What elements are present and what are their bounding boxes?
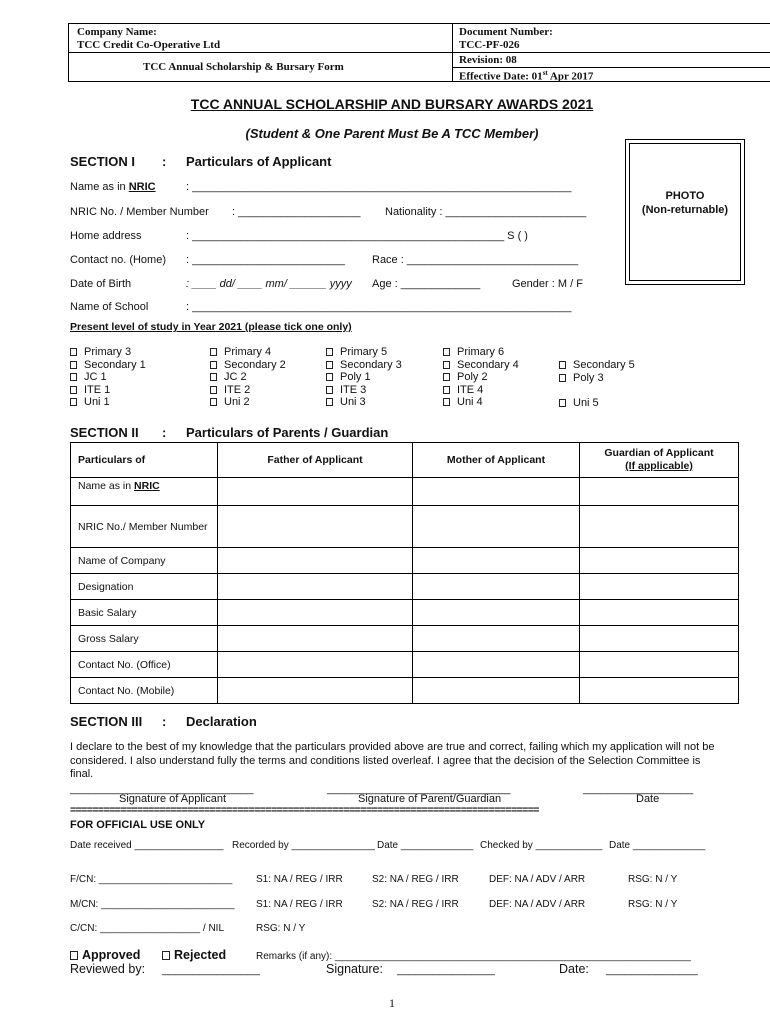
separator-line: ==================================================================================== — [70, 804, 539, 816]
level-option[interactable]: Uni 3 — [326, 396, 402, 409]
date-label: Date — [636, 793, 660, 805]
declaration-text: I declare to the best of my knowledge that the particulars provided above are true and correct, failing which my application will not be considered. I also understand fully the terms and conditions listed overleaf. I agree that the decision of the Selection Committee is final. — [70, 741, 715, 780]
guardian-cell[interactable] — [580, 478, 739, 506]
checkbox-icon[interactable] — [70, 398, 77, 406]
official-date-label: Date: — [559, 962, 589, 976]
contact-field[interactable]: : _________________________ — [186, 254, 346, 266]
checkbox-icon[interactable] — [326, 386, 333, 394]
checkbox-icon[interactable] — [70, 373, 77, 381]
mcn-rsg: RSG: N / Y — [628, 899, 678, 910]
page-title: TCC ANNUAL SCHOLARSHIP AND BURSARY AWARDS 2021 — [190, 96, 594, 112]
checked-date-field[interactable]: Date _____________ — [609, 840, 706, 851]
level-instruction: Present level of study in Year 2021 (please tick one only) — [70, 321, 352, 333]
checkbox-icon[interactable] — [443, 348, 450, 356]
level-option[interactable]: Uni 2 — [210, 396, 286, 409]
level-option[interactable]: ITE 2 — [210, 384, 286, 397]
nric-label: NRIC No. / Member Number — [70, 206, 209, 218]
signature-line[interactable]: ________________ — [397, 964, 495, 976]
section1-title: Particulars of Applicant — [186, 154, 332, 169]
father-cell[interactable] — [218, 506, 413, 548]
level-option[interactable]: Poly 2 — [443, 371, 519, 384]
guardian-cell[interactable] — [580, 506, 739, 548]
mcn-def: DEF: NA / ADV / ARR — [489, 899, 586, 910]
level-option[interactable]: Secondary 5 — [559, 359, 635, 372]
checkbox-icon[interactable] — [210, 373, 217, 381]
mcn-field[interactable]: M/CN: ________________________ — [70, 899, 235, 910]
checkbox-icon[interactable] — [210, 361, 217, 369]
level-column-1 — [70, 346, 146, 409]
section3-heading: SECTION III — [70, 714, 143, 729]
level-option[interactable]: Uni 1 — [70, 396, 146, 409]
mother-cell[interactable] — [413, 478, 580, 506]
official-date-line[interactable]: _______________ — [606, 964, 698, 976]
level-column-4 — [443, 346, 519, 409]
table-row — [71, 678, 739, 704]
address-label: Home address — [70, 230, 142, 242]
signature-label: Signature: — [326, 962, 383, 976]
row-label: Gross Salary — [71, 626, 218, 652]
table-row — [71, 600, 739, 626]
checked-by-field[interactable]: Checked by ____________ — [480, 840, 603, 851]
level-option[interactable]: Secondary 2 — [210, 359, 286, 372]
checkbox-icon[interactable] — [210, 348, 217, 356]
checkbox-icon[interactable] — [162, 951, 170, 960]
checkbox-icon[interactable] — [326, 348, 333, 356]
mother-cell[interactable] — [413, 574, 580, 600]
level-option[interactable]: Secondary 1 — [70, 359, 146, 372]
page-number: 1 — [389, 996, 395, 1010]
checkbox-icon[interactable] — [326, 373, 333, 381]
table-row — [71, 574, 739, 600]
race-field[interactable]: Race : ____________________________ — [372, 254, 579, 266]
fcn-s1: S1: NA / REG / IRR — [256, 874, 343, 885]
page-subtitle: (Student & One Parent Must Be A TCC Member) — [245, 126, 539, 141]
level-option[interactable]: Primary 4 — [210, 346, 286, 359]
contact-label: Contact no. (Home) — [70, 254, 166, 266]
effective-date: Effective Date: 01st Apr 2017 — [459, 69, 594, 83]
fcn-s2: S2: NA / REG / IRR — [372, 874, 459, 885]
col-father: Father of Applicant — [218, 443, 413, 478]
mother-cell[interactable] — [413, 600, 580, 626]
level-option[interactable]: JC 1 — [70, 371, 146, 384]
dob-label: Date of Birth — [70, 278, 132, 290]
nric-field[interactable]: : ____________________ — [232, 206, 361, 218]
checkbox-icon[interactable] — [70, 951, 78, 960]
table-row — [71, 652, 739, 678]
company-name-value: TCC Credit Co-Operative Ltd — [77, 39, 221, 51]
parent-signature-label: Signature of Parent/Guardian — [358, 793, 502, 805]
mother-cell[interactable] — [413, 678, 580, 704]
checkbox-icon[interactable] — [70, 348, 77, 356]
row-label: Basic Salary — [71, 600, 218, 626]
col-guardian: Guardian of Applicant (If applicable) — [580, 443, 739, 478]
recorded-date-field[interactable]: Date _____________ — [377, 840, 474, 851]
section3-title: Declaration — [186, 714, 257, 729]
revision-number: Revision: 08 — [459, 54, 517, 66]
section3-colon: : — [162, 714, 167, 729]
table-header-row — [71, 443, 739, 478]
dob-field[interactable]: : ____ dd/ ____ mm/ ______ yyyy — [186, 278, 352, 290]
header-rule-right-2 — [452, 67, 770, 68]
date-received-field[interactable]: Date received ________________ — [70, 840, 224, 851]
table-row — [71, 548, 739, 574]
age-field[interactable]: Age : _____________ — [372, 278, 481, 290]
ccn-field[interactable]: C/CN: __________________ / NIL — [70, 923, 225, 934]
mother-cell[interactable] — [413, 548, 580, 574]
level-option[interactable]: Secondary 3 — [326, 359, 402, 372]
father-cell[interactable] — [218, 478, 413, 506]
level-option[interactable]: Poly 1 — [326, 371, 402, 384]
father-cell[interactable] — [218, 626, 413, 652]
name-label: Name as in NRIC — [70, 181, 156, 193]
school-field[interactable]: : ______________________________________________________________ — [186, 301, 572, 313]
level-column-2 — [210, 346, 286, 409]
reviewed-by-line[interactable]: ________________ — [162, 964, 260, 976]
photo-box[interactable] — [625, 139, 745, 285]
level-option[interactable]: Uni 4 — [443, 396, 519, 409]
level-option[interactable]: JC 2 — [210, 371, 286, 384]
checkbox-icon[interactable] — [210, 398, 217, 406]
doc-number-value: TCC-PF-026 — [459, 39, 520, 51]
doc-number-label: Document Number: — [459, 26, 553, 38]
table-row — [71, 478, 739, 506]
school-label: Name of School — [70, 301, 149, 313]
fcn-rsg: RSG: N / Y — [628, 874, 678, 885]
level-option[interactable]: Poly 3 — [559, 372, 635, 385]
header-rule-right-1 — [452, 52, 770, 53]
col-particulars: Particulars of — [71, 443, 218, 478]
row-label: Contact No. (Office) — [71, 652, 218, 678]
level-option[interactable]: Secondary 4 — [443, 359, 519, 372]
applicant-signature-label: Signature of Applicant — [119, 793, 227, 805]
photo-note: (Non-returnable) — [641, 204, 729, 216]
level-column-5 — [559, 359, 635, 384]
checkbox-icon[interactable] — [559, 361, 566, 369]
level-option[interactable]: ITE 3 — [326, 384, 402, 397]
row-label: Name of Company — [71, 548, 218, 574]
guardian-cell[interactable] — [580, 652, 739, 678]
father-cell[interactable] — [218, 548, 413, 574]
mcn-s1: S1: NA / REG / IRR — [256, 899, 343, 910]
section2-heading: SECTION II — [70, 425, 139, 440]
section2-colon: : — [162, 425, 167, 440]
section1-heading: SECTION I — [70, 154, 136, 169]
recorded-by-field[interactable]: Recorded by _______________ — [232, 840, 375, 851]
guardian-cell[interactable] — [580, 678, 739, 704]
checkbox-icon[interactable] — [70, 386, 77, 394]
checkbox-icon[interactable] — [443, 398, 450, 406]
level-option[interactable]: ITE 4 — [443, 384, 519, 397]
level-option[interactable]: ITE 1 — [70, 384, 146, 397]
rejected-option[interactable]: Rejected — [162, 948, 226, 962]
photo-label: PHOTO — [665, 190, 705, 202]
checkbox-icon[interactable] — [326, 398, 333, 406]
approved-option[interactable]: Approved — [70, 948, 140, 962]
row-label: Name as in NRIC — [71, 478, 218, 506]
date-signature-line[interactable]: __________________ — [583, 783, 694, 795]
level-option[interactable]: Primary 6 — [443, 346, 519, 359]
remarks-field[interactable]: Remarks (if any): ________________________________________________________________ — [256, 951, 691, 962]
checkbox-icon[interactable] — [443, 373, 450, 381]
mother-cell[interactable] — [413, 506, 580, 548]
address-field[interactable]: : ___________________________________________________ S ( ) — [186, 230, 528, 242]
level-option[interactable]: Primary 3 — [70, 346, 146, 359]
mcn-s2: S2: NA / REG / IRR — [372, 899, 459, 910]
checkbox-icon[interactable] — [559, 399, 566, 407]
father-cell[interactable] — [218, 652, 413, 678]
table-row — [71, 626, 739, 652]
nationality-field[interactable]: Nationality : _______________________ — [385, 206, 587, 218]
parent-signature-line[interactable]: ______________________________ — [327, 783, 511, 795]
applicant-signature-line[interactable]: ______________________________ — [70, 783, 254, 795]
mother-cell[interactable] — [413, 626, 580, 652]
parents-table — [70, 442, 739, 704]
ccn-rsg: RSG: N / Y — [256, 923, 306, 934]
father-cell[interactable] — [218, 574, 413, 600]
guardian-cell[interactable] — [580, 548, 739, 574]
document-header-table — [68, 23, 770, 82]
father-cell[interactable] — [218, 600, 413, 626]
level-option[interactable]: Primary 5 — [326, 346, 402, 359]
header-rule-left — [69, 52, 452, 53]
checkbox-icon[interactable] — [326, 361, 333, 369]
checkbox-icon[interactable] — [443, 386, 450, 394]
checkbox-icon[interactable] — [559, 374, 566, 382]
guardian-cell[interactable] — [580, 600, 739, 626]
father-cell[interactable] — [218, 678, 413, 704]
checkbox-icon[interactable] — [443, 361, 450, 369]
name-field[interactable]: : ______________________________________________________________ — [186, 181, 572, 193]
fcn-field[interactable]: F/CN: ________________________ — [70, 874, 233, 885]
gender-field[interactable]: Gender : M / F — [512, 278, 583, 290]
section2-title: Particulars of Parents / Guardian — [186, 425, 389, 440]
guardian-cell[interactable] — [580, 626, 739, 652]
official-use-heading: FOR OFFICIAL USE ONLY — [70, 819, 206, 831]
fcn-def: DEF: NA / ADV / ARR — [489, 874, 586, 885]
company-name-label: Company Name: — [77, 26, 157, 38]
col-mother: Mother of Applicant — [413, 443, 580, 478]
reviewed-by-label: Reviewed by: — [70, 962, 146, 976]
table-row — [71, 506, 739, 548]
row-label: NRIC No./ Member Number — [71, 506, 218, 548]
checkbox-icon[interactable] — [210, 386, 217, 394]
checkbox-icon[interactable] — [70, 361, 77, 369]
row-label: Designation — [71, 574, 218, 600]
level-option[interactable]: Uni 5 — [559, 397, 599, 409]
row-label: Contact No. (Mobile) — [71, 678, 218, 704]
form-name: TCC Annual Scholarship & Bursary Form — [143, 61, 344, 73]
guardian-cell[interactable] — [580, 574, 739, 600]
section1-colon: : — [162, 154, 167, 169]
mother-cell[interactable] — [413, 652, 580, 678]
level-column-3 — [326, 346, 402, 409]
